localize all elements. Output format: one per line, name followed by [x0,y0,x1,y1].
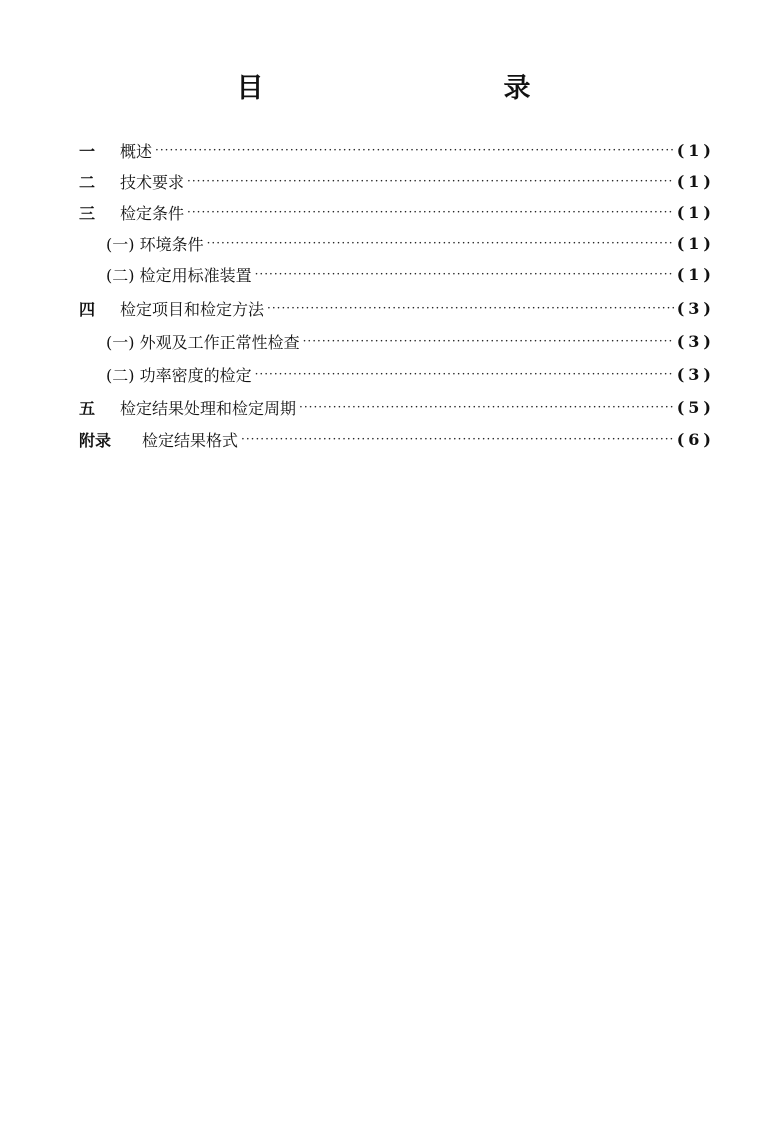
toc-entry-label: (二) 功率密度的检定 [106,365,252,385]
toc-entry-page: (3) [676,298,715,318]
toc-leader-dots [255,358,674,390]
toc-leader-dots [187,196,674,228]
toc-entry[interactable] [0,292,767,324]
toc-entry-label: 概述 [120,141,153,161]
toc-entry-number: 二 [79,172,96,192]
toc-entry-page: (6) [676,429,715,449]
toc-leader-dots [303,325,674,357]
toc-entry-label: 检定结果格式 [142,430,239,450]
toc-entry-label: (一) 环境条件 [106,234,204,254]
toc-leader-dots [155,134,674,166]
toc-entry[interactable] [0,358,767,390]
toc-entry-number: 一 [79,141,96,161]
toc-entry-number: 附录 [79,430,112,450]
toc-entry[interactable] [0,165,767,197]
toc-entry-label: 技术要求 [120,172,185,192]
toc-entry-label: (一) 外观及工作正常性检查 [106,332,300,352]
toc-entry-page: (3) [676,331,715,351]
page-title: 目 录 [236,73,593,104]
toc-entry-text [120,134,677,166]
toc-entry-page: (1) [676,140,715,160]
toc-entry[interactable] [0,258,767,290]
toc-entry-page: (1) [676,202,715,222]
toc-entry-text [120,391,677,423]
toc-entry-label: 检定条件 [120,203,185,223]
toc-leader-dots [187,165,674,197]
toc-entry-label: 检定结果处理和检定周期 [120,398,297,418]
toc-entry[interactable] [0,423,767,455]
toc-entry-text [120,292,677,324]
toc-leader-dots [299,391,674,423]
toc-entry-page: (1) [676,264,715,284]
toc-entry[interactable] [0,196,767,228]
toc-entry-label: (二) 检定用标准装置 [106,265,252,285]
toc-entry-text [106,358,677,390]
toc-entry-number: 三 [79,203,96,223]
toc-entry-text [120,165,677,197]
toc-entry-text [106,227,677,259]
toc-entry-page: (1) [676,171,715,191]
toc-entry[interactable] [0,325,767,357]
toc-entry-text [142,423,677,455]
toc-entry[interactable] [0,134,767,166]
toc-leader-dots [207,227,674,259]
toc-entry-number: 四 [79,299,96,319]
toc-entry[interactable] [0,391,767,423]
toc-entry-number: 五 [79,398,96,418]
toc-entry-text [106,258,677,290]
toc-leader-dots [267,292,674,324]
toc-leader-dots [241,423,674,455]
toc-leader-dots [255,258,674,290]
toc-entry-label: 检定项目和检定方法 [120,299,265,319]
toc-entry-page: (1) [676,233,715,253]
toc-entry[interactable] [0,227,767,259]
toc-entry-page: (5) [676,397,715,417]
toc-entry-text [106,325,677,357]
toc-entry-text [120,196,677,228]
toc-entry-page: (3) [676,364,715,384]
